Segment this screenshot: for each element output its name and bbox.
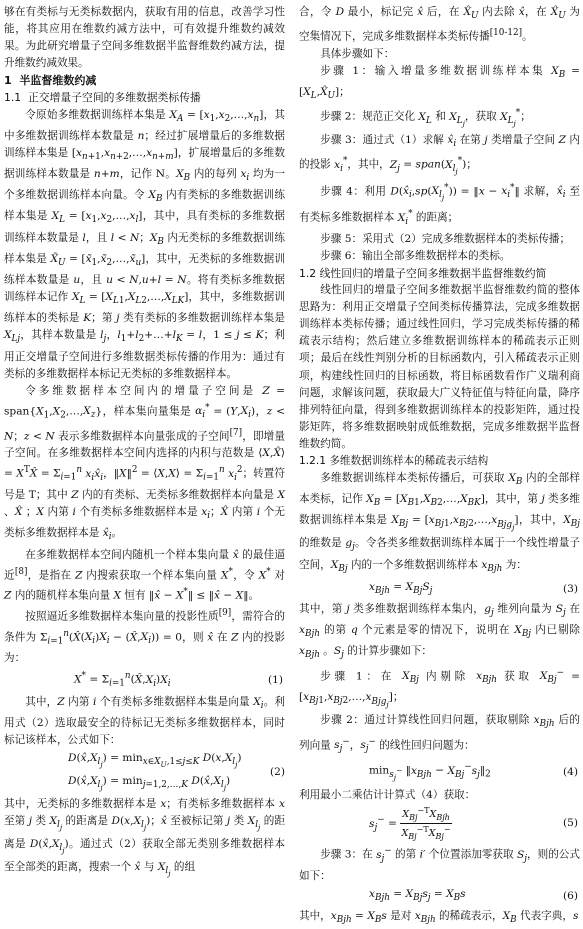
equation-6: $x_{Bjh} = X_{Bj}s_j = X_Bs$ (6) <box>299 886 580 907</box>
step-3: 步骤 3：通过式（1）求解 $x̂_i$ 在第 j 类增量子空间 Z 内的投影 $x_i^*$，其中，$Z_j$ = $span(X_{l_j}^*)$； <box>299 133 581 176</box>
subsection-heading: 1.2 线性回归的增量子空间多维数据半监督维数约简 <box>299 266 547 280</box>
paragraph: 令多维数据样本空间内的增量子空间是 $Z = span\{X_1,X_2,\dots,X_z\}$，样本集向量集是 $\alpha_i^* = (Y,X_i)$，z < N；z < N 表示多维数据样本向量张成的子空间[7]，即增量子空间。在多维数据样本空间内选择的内积与范数是 ⟨X,X̂⟩ = $X^TX̂ = \Sigma_{i=1}^n$ $x_ix̂_i$，‖X‖$^2$ = ⟨X,X⟩ = $\Sigma_{i=1}^n$ $x_i^2$；转置符号是 T；其中 Z 内的有类标、无类标多维数据样本向量是 X 、X̂ ；X 内第 i 个有类标多维数据样本是 $x_i$；X̂ 内第 i 个无类标多维数据样本是 $x̂_i$。 <box>4 384 286 543</box>
paragraph: 其中，第 j 类多维数据训练样本集内，$g_j$ 维列向量为 $S_j$ 在 $x_{Bjh}$ 的第 q 个元素是零的情况下，说明在 $X_{Bj}$ 内已剔除 $x_{Bjh}$ 。$S_j$ 的计算步骤如下： <box>299 603 580 661</box>
equation-4: $\min_{s_j^-}$ $‖x_{Bjh}$ − $X_{Bj}^-s_j‖_2$ (4) <box>369 762 578 782</box>
equation-number: (6) <box>562 889 578 902</box>
equation-number: (1) <box>267 674 283 687</box>
paragraph: 在多维数据样本空间内随机一个样本集向量 x̂ 的最佳逼近[8]，是指在 Z 内搜索获取一个样本集向量 X*，令 X* 对 Z 内的随机样本集向量 X 恒有 ‖x̂ − X*‖ ≤ ‖x̂ − X‖。 <box>4 548 286 602</box>
equation-3: $x_{Bjh} = X_{Bj}S_j$ (3) <box>299 579 580 600</box>
right-column <box>299 4 580 929</box>
equation-2: $D(x̂,X_{l_j}) = \min_{x\in X_U,1\le j\le K} D(x,X_{l_j})$ $D(x̂,X_{l_j}) = \min_{j=1,2,\dots,K}$ $D(x̂,X_{l_j})$ (2) <box>68 751 285 792</box>
paragraph: 按照逼近多维数据样本集向量的投影性质[9]，需符合的条件为 $\Sigma_{i=1}^n(X̂(X_i)X_i$ − $(X̂,X_i)) = 0$，则 x̂ 在 Z 内的投影为： <box>4 607 286 665</box>
step-b3: 步骤 3：在 $s_j^-$ 的第 i′ 个位置添加零获取 $S_j$，则的公式如下： <box>299 846 580 882</box>
subsection-heading: 1.1 正交增量子空间的多维数据类标传播 <box>4 91 201 105</box>
section-heading: 1 半监督维数约减 <box>4 74 97 88</box>
left-column <box>4 4 285 882</box>
step-5: 步骤 5：采用式（2）完成多维数据样本的类标传播； <box>320 232 571 245</box>
paragraph: 够在有类标与无类标数据内，获取有用的信息，改善学习性能，将其应用在维数约减方法中，可有效提升维数约减效果。为此研究增量子空间多维数据半监督维数约减方法，提升维数约减效果。 <box>4 6 285 70</box>
equation-1: $X^* = \Sigma_{i=1}^n(X̂,X_i)X_i$ (1) <box>74 671 283 690</box>
step-b2: 步骤 2：通过计算线性回归问题，获取剔除 $x_{Bjh}$ 后的列向量 $s_j^-$，$s_j^-$ 的线性回归问题为： <box>299 714 580 755</box>
equation-5: $s_j^-$ = $\frac{X_{Bj}^{-T}X_{Bjh}}{X_{Bj}^{-T}X_{Bj}^-}$ (5) <box>369 805 578 842</box>
step-2: 步骤 2：规范正交化 $X_L$ 和 $X_{L_j}$，获取 $X_{L_j}^*$； <box>320 108 531 128</box>
step-4: 步骤 4：利用 $D(x̂_i,sp(X_{l_j}^*))$ = ‖x − $x_i^*‖$ 求解，$x̂_i$ 至有类标多维数据样本 $X_i^*$ 的距离； <box>299 182 580 227</box>
paragraph: 其中，Z 内第 i 个有类标多维数据样本集是向量 $X_i$。利用式（2）选取最安全的待标记无类标多维数据样本，同时标记该样本，公式如下： <box>4 696 285 747</box>
equation-number: (3) <box>562 582 578 595</box>
subsubsection-heading: 1.2.1 多维数据训练样本的稀疏表示结构 <box>299 454 489 467</box>
step-b1: 步骤 1：在 $X_{Bj}$ 内剔除 $x_{Bjh}$ 获取 $X_{Bj}^-$ = $[x_{Bj1},x_{Bj2},\dots,x_{Bjg_j}]$； <box>299 667 580 709</box>
paragraph: 具体步骤如下： <box>320 47 395 60</box>
paragraph: 其中，$x_{Bjh} = X_Bs$ 是对 $x_{Bjh}$ 的稀疏表示，$X_B$ 代表字典，s <box>299 910 579 926</box>
equation-number: (5) <box>562 817 578 829</box>
paragraph: 线性回归的增量子空间多维数据半监督维数约简的整体思路为：利用正交增量子空间类标传播算法，完成多维数据训练样本类标传播；通过线性回归，学习完成类标传播的稀疏表示结构；然后建立多维数据训练样本的稀疏表示正则项；最后在线性判别分析的目标函数内，引入稀疏表示正则项，构建线性回归的目标函数，将目标函数看作广义瑞利商问题，求解该问题，获取最大广义特征值与特征向量，降序排列特征向量，得到多维数据训练样本的投影矩阵，通过投影矩阵，将多维数据映射成低维数据，完成多维数据半监督维数约简。 <box>299 284 580 450</box>
paragraph: 利用最小二乘估计计算式（4）获取： <box>299 788 476 801</box>
step-1: 步骤 1：输入增量多维数据训练样本集 $X_B$ = $[X_L,X̂_U]$； <box>299 64 580 102</box>
paragraph: 令原始多维数据训练样本集是 $X_A$ = $[x_1,x_2,\dots,x_n]$，其中多维数据训练样本数量是 n；经过扩展增量后的多维数据训练样本集是 $[x_{n+1},x_{n+2},\dots,x_{n+m}]$，扩展增量后的多维数据训练样本数量是 n+m，记作 N。$X_B$ 内的每列 $x_i$ 均为一个多维数据训练样本向量。令 $X_B$ 内有类标的多维数据训练样本集是 $X_L$ = $[x_1,x_2,\dots,x_l]$，其中，具有类标的多维数据训练样本数量是 l，且 l < N；$X_B$ 内无类标的多维数据训练样本集是 $X̃_U$ = $[x̃_1,x̃_2,\dots,x̃_u]$，其中，无类标的多维数据训练样本数量是 u，且 u < N,u+l = N。将有类标多维数据训练样本记作 $X_L$ = $[X_{L1},X_{L2},\dots,X_{LK}]$，其中，多维数据训练样本的类标是 K；第 j 类有类标的多维数据训练样本集是 $X_{Lj}$，其样本数量是 $l_j$，$l_1+l_2+\dots+l_K = l$，1 ≤ j ≤ K；利用正交增量子空间进行多维数据类标传播的作用为：通过有类标的多维数据样本标记无类标的多维数据样本。 <box>4 108 286 380</box>
paragraph: 多维数据训练样本类标传播后，可获取 $X_B$ 内的全部样本类标，记作 $X_B$ = $[X_{B1},X_{B2},\dots,X_{BK}]$，其中，第 j 类多维数据训练样本集是 $X_{Bj}$ = $[x_{Bj1},x_{Bj2},\dots,x_{Bjg_j}]$，其中，$X_{Bj}$ 的维数是 $g_j$。令各类多维数据训练样本属于一个线性增量子空间，$X_{Bj}$ 内的一个多维数据训练样本 $x_{Bjh}$ 为： <box>299 472 581 574</box>
equation-number: (2) <box>269 765 285 778</box>
equation-number: (4) <box>562 766 578 779</box>
paragraph: 其中，无类标的多维数据样本是 x；有类标多维数据样本 x 至第 j 类 $X_{l_j}$ 的距离是 $D(x,X_{l_j})$；x̂ 至被标记第 j 类 $X_{l_j}$ 的距离是 $D(x̂,X_{l_j})$。通过式（2）获取全部无类别多维数据样本至全部类的距离，搜索一个 x̂ 与 $X_{l_j}$ 的组 <box>4 797 285 878</box>
paragraph: 合，令 D 最小，标记完 x̂ 后，在 $X̂_U$ 内去除 x̂，在 $X̂_U$ 为空集情况下，完成多维数据样本类标传播[10-12]。 <box>299 6 580 43</box>
step-6: 步骤 6：输出全部多维数据样本的类标。 <box>320 249 511 262</box>
